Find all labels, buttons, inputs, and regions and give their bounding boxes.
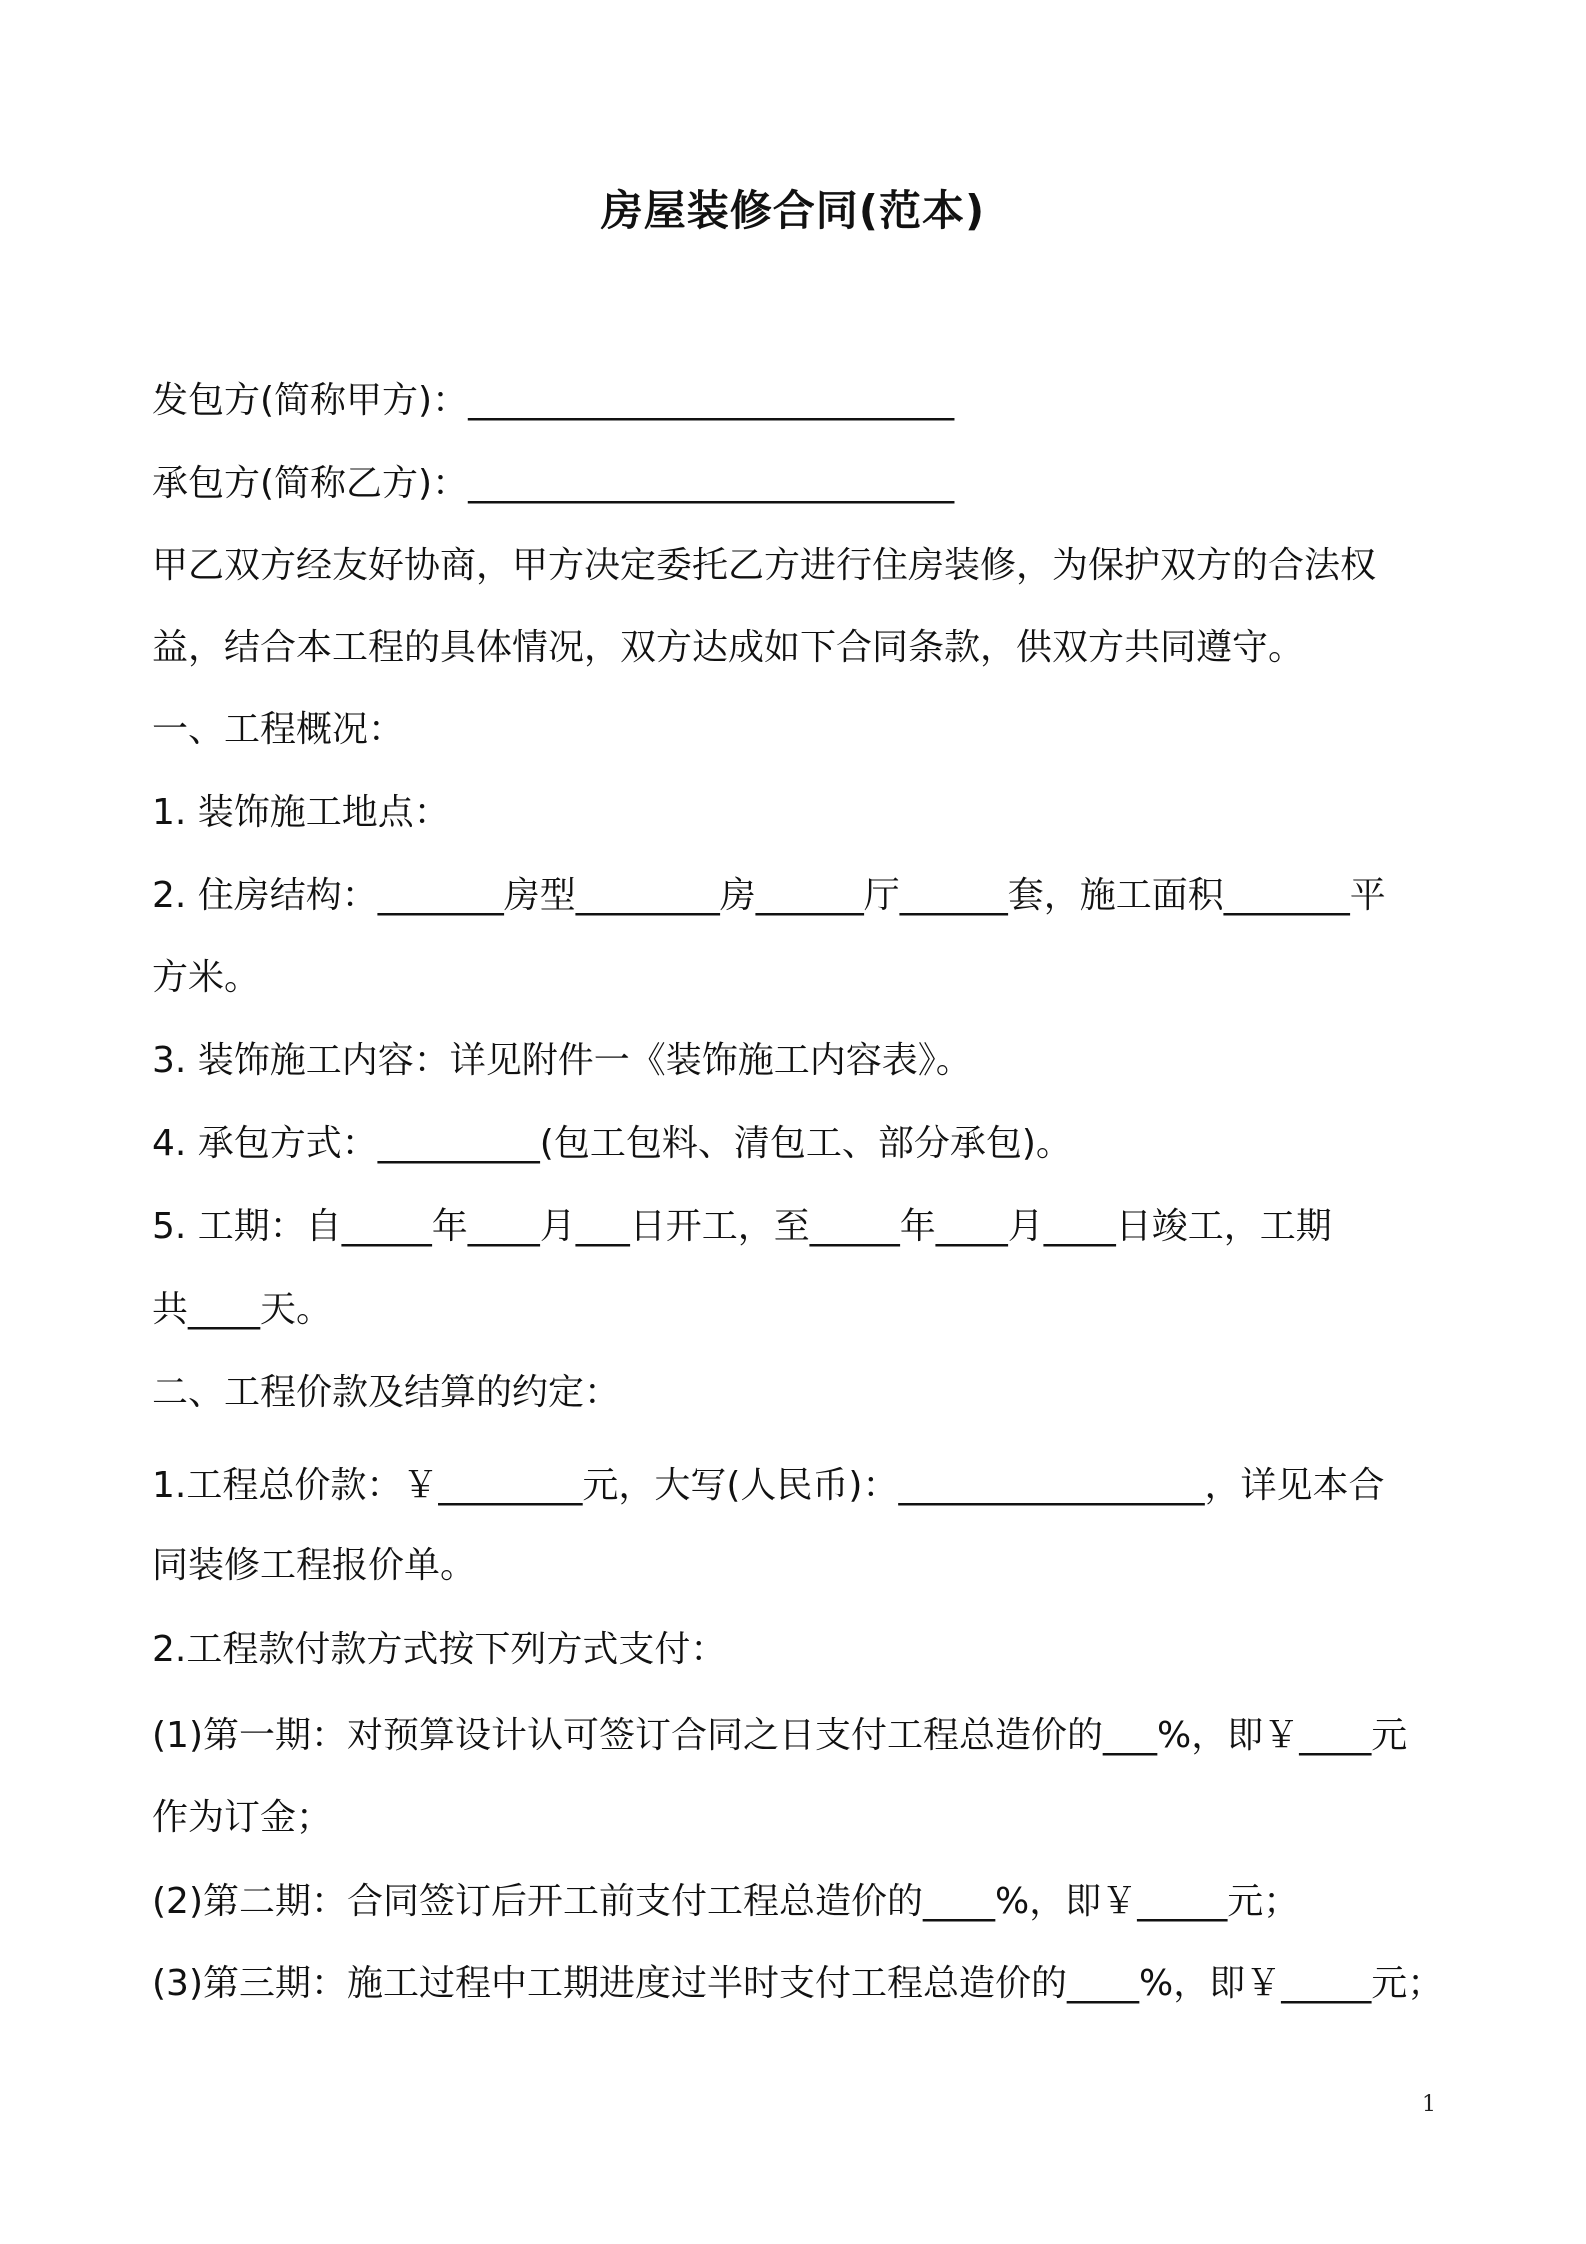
item-2-1-cont: 同装修工程报价单。 bbox=[152, 1545, 477, 1586]
item-1-2: 2. 住房结构：_______房型________房______厅______套，施工面积_______平 bbox=[152, 875, 1386, 916]
section-2-heading: 二、工程价款及结算的约定： bbox=[152, 1372, 621, 1413]
page-number: 1 bbox=[1422, 2092, 1436, 2117]
item-1-2-cont: 方米。 bbox=[152, 957, 261, 998]
party-b-line: 承包方(简称乙方)：___________________________ bbox=[152, 463, 955, 504]
item-1-3: 3. 装饰施工内容：详见附件一《装饰施工内容表》。 bbox=[152, 1040, 972, 1081]
payment-phase-1: (1)第一期：对预算设计认可签订合同之日支付工程总造价的___%，即￥____元 bbox=[152, 1715, 1408, 1756]
intro-line-2: 益，结合本工程的具体情况，双方达成如下合同条款，供双方共同遵守。 bbox=[152, 627, 1305, 668]
party-a-line: 发包方(简称甲方)：___________________________ bbox=[152, 380, 955, 421]
intro-line-1: 甲乙双方经友好协商，甲方决定委托乙方进行住房装修，为保护双方的合法权 bbox=[152, 545, 1377, 586]
section-1-heading: 一、工程概况： bbox=[152, 709, 405, 750]
payment-phase-2: (2)第二期：合同签订后开工前支付工程总造价的____%，即￥_____元； bbox=[152, 1881, 1300, 1922]
item-1-5: 5. 工期：自_____年____月___日开工，至_____年____月____日竣工，工期 bbox=[152, 1206, 1332, 1247]
item-1-1: 1. 装饰施工地点： bbox=[152, 792, 450, 833]
item-2-2: 2.工程款付款方式按下列方式支付： bbox=[152, 1629, 727, 1670]
document-title: 房屋装修合同(范本) bbox=[600, 186, 986, 235]
item-1-5-cont: 共____天。 bbox=[152, 1289, 333, 1330]
item-1-4: 4. 承包方式：_________(包工包料、清包工、部分承包)。 bbox=[152, 1123, 1072, 1164]
payment-phase-1-cont: 作为订金； bbox=[152, 1797, 333, 1838]
payment-phase-3: (3)第三期：施工过程中工期进度过半时支付工程总造价的____%，即￥_____元； bbox=[152, 1963, 1444, 2004]
item-2-1: 1.工程总价款：￥________元，大写(人民币)：_________________，详见本合 bbox=[152, 1465, 1385, 1506]
